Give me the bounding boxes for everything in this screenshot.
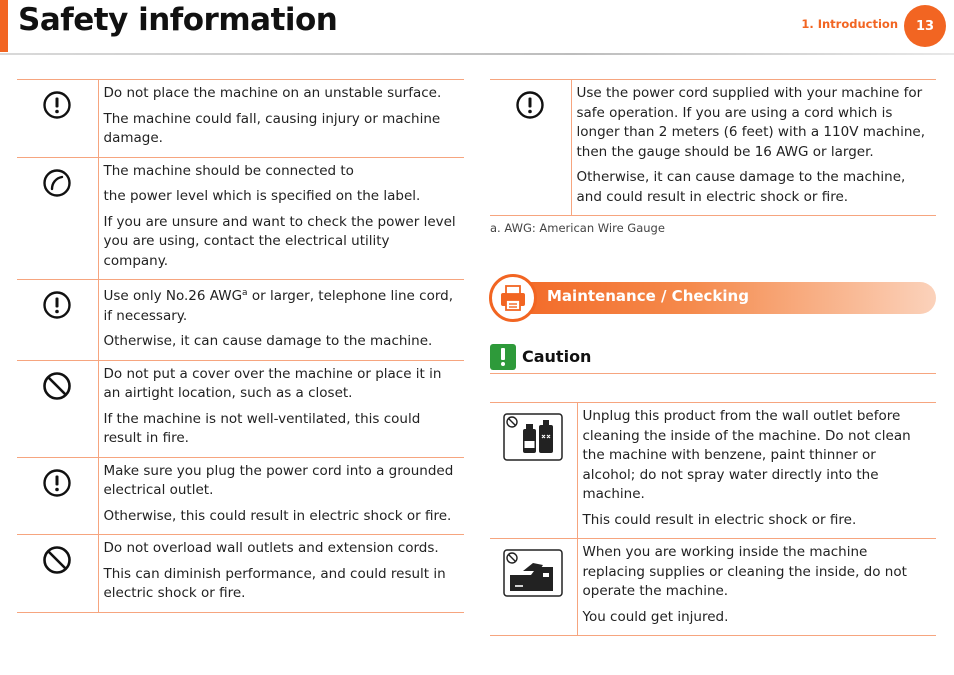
caution-exclamation-icon	[490, 344, 516, 370]
table-row	[490, 403, 936, 539]
page-number-badge: 13	[904, 5, 946, 47]
row-text: Do not place the machine on an unstable surface.	[103, 85, 442, 101]
table-row	[17, 360, 464, 457]
row-text-part: or larger, telephone line cord, if necessary.	[103, 288, 454, 324]
row-text: You could get injured.	[582, 608, 729, 625]
table-row	[17, 535, 464, 613]
page-title: Safety information	[18, 2, 338, 38]
table-row	[490, 80, 936, 216]
row-text: The machine should be connected to	[103, 162, 354, 179]
warning-exclamation-icon	[42, 290, 72, 320]
chapter-link[interactable]: 1. Introduction	[801, 17, 898, 31]
row-text: The machine could fall, causing injury or machine damage.	[103, 110, 441, 146]
no-operate-while-servicing-icon	[503, 549, 563, 597]
warning-exclamation-icon	[42, 468, 72, 498]
warning-exclamation-icon	[515, 90, 545, 120]
row-text: Unplug this product from the wall outlet before cleaning the inside of the machine. Do not clean the machine with benzene, paint thinner or alcohol; do not spray water directly into the machine.	[582, 408, 911, 502]
section-title: Maintenance / Checking	[547, 287, 749, 305]
row-text: This could result in electric shock or fire.	[582, 511, 857, 528]
header-divider	[0, 53, 954, 55]
printer-icon	[497, 282, 529, 314]
table-row	[17, 80, 464, 158]
caution-divider	[490, 373, 936, 374]
row-text-part: Use only No.26 AWG	[103, 288, 243, 304]
row-text: If you are unsure and want to check the power level you are using, contact the electrical utility company.	[103, 213, 456, 269]
row-text: Do not overload wall outlets and extension cords.	[103, 540, 439, 556]
prohibited-icon	[42, 545, 72, 575]
warning-exclamation-icon	[42, 90, 72, 120]
header-accent-bar	[0, 0, 8, 52]
no-touch-icon	[42, 168, 72, 198]
caution-heading: Caution	[522, 347, 592, 366]
table-row	[17, 157, 464, 280]
prohibited-icon	[42, 371, 72, 401]
no-chemical-cleaners-icon	[503, 413, 563, 461]
table-row	[17, 280, 464, 361]
safety-table-left	[17, 79, 464, 613]
footnote: a. AWG: American Wire Gauge	[490, 221, 665, 235]
row-text: When you are working inside the machine replacing supplies or cleaning the inside, do not operate the machine.	[582, 544, 907, 599]
table-row	[17, 457, 464, 535]
table-row	[490, 539, 936, 636]
safety-table-power-cord	[490, 79, 936, 216]
row-text: Otherwise, this could result in electric shock or fire.	[103, 507, 452, 524]
row-text: Otherwise, it can cause damage to the machine.	[103, 333, 433, 349]
row-text: This can diminish performance, and could result in electric shock or fire.	[103, 565, 446, 601]
safety-table-maintenance	[490, 402, 936, 636]
row-text	[104, 287, 459, 326]
section-icon-circle	[489, 274, 537, 322]
row-text: the power level which is specified on the label.	[103, 188, 421, 204]
row-text: Make sure you plug the power cord into a grounded electrical outlet.	[103, 462, 454, 498]
row-text: Use the power cord supplied with your machine for safe operation. If you are using a cord which is longer than 2 meters (6 feet) with a 110V machine, then the gauge should be 16 AWG or larger.	[576, 85, 926, 160]
row-text: Do not put a cover over the machine or place it in an airtight location, such as a closet.	[103, 365, 442, 401]
footnote-ref[interactable]: a	[242, 288, 248, 298]
row-text: Otherwise, it can cause damage to the machine, and could result in electric shock or fire.	[576, 169, 906, 205]
row-text: If the machine is not well-ventilated, this could result in fire.	[103, 410, 421, 446]
